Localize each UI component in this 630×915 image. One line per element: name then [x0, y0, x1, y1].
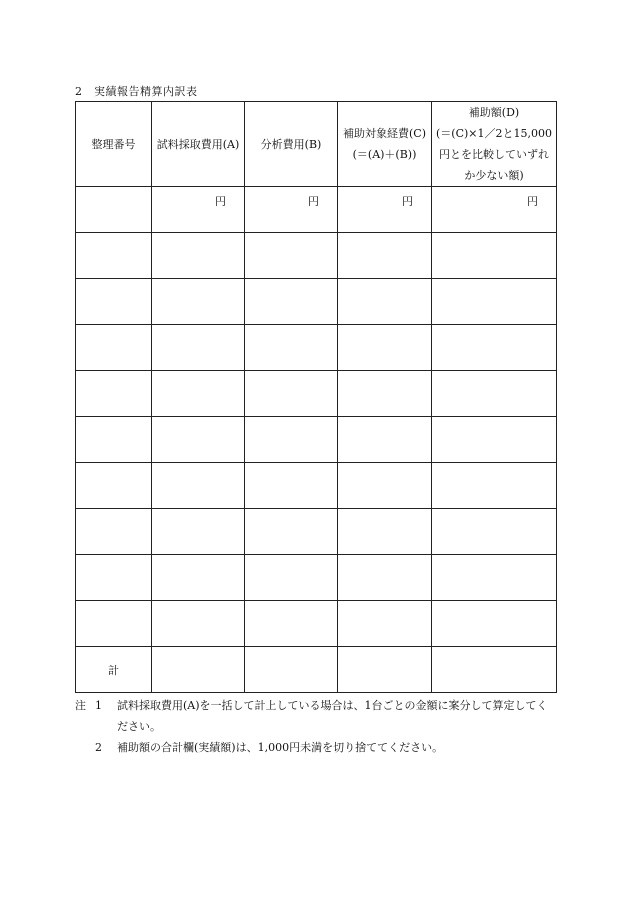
- table-row: [76, 371, 557, 417]
- total-analysis-cost[interactable]: [245, 647, 338, 693]
- table-row: [76, 233, 557, 279]
- note-number: 1: [95, 699, 102, 712]
- table-row: [76, 555, 557, 601]
- unit-label[interactable]: 円: [245, 187, 338, 233]
- unit-label[interactable]: 円: [338, 187, 432, 233]
- unit-label[interactable]: 円: [152, 187, 245, 233]
- total-row: [76, 647, 557, 693]
- note-item: [75, 737, 555, 758]
- notes: [75, 695, 555, 758]
- table-row: [76, 187, 557, 233]
- table-row: [76, 417, 557, 463]
- table-row: [76, 601, 557, 647]
- table-row: [76, 509, 557, 555]
- total-label: 計: [76, 647, 152, 693]
- cell-number[interactable]: [76, 187, 152, 233]
- total-eligible-cost[interactable]: [338, 647, 432, 693]
- header-subsidy: 補助額(D) (＝(C)×1／2と15,000 円とを比較していずれ か少ない額): [432, 102, 557, 187]
- note-prefix: 注: [75, 699, 86, 712]
- header-analysis-cost: 分析費用(B): [245, 102, 338, 187]
- unit-label[interactable]: 円: [432, 187, 557, 233]
- note-item: [75, 695, 555, 737]
- header-sampling-cost: 試料採取費用(A): [152, 102, 245, 187]
- header-eligible-cost: 補助対象経費(C) (＝(A)＋(B)): [338, 102, 432, 187]
- table-row: [76, 279, 557, 325]
- header-number: 整理番号: [76, 102, 152, 187]
- note-text: 補助額の合計欄(実績額)は、1,000円未満を切り捨ててください。: [117, 741, 444, 754]
- total-sampling-cost[interactable]: [152, 647, 245, 693]
- table-row: [76, 463, 557, 509]
- table-title: 2 実績報告精算内訳表: [75, 85, 198, 98]
- note-number: 2: [95, 741, 102, 754]
- table-row: [76, 325, 557, 371]
- total-subsidy[interactable]: [432, 647, 557, 693]
- note-text: 試料採取費用(A)を一括して計上している場合は、1台ごとの金額に案分して算定してください。: [117, 699, 548, 733]
- settlement-breakdown-table: [75, 101, 557, 693]
- header-row: [76, 102, 557, 187]
